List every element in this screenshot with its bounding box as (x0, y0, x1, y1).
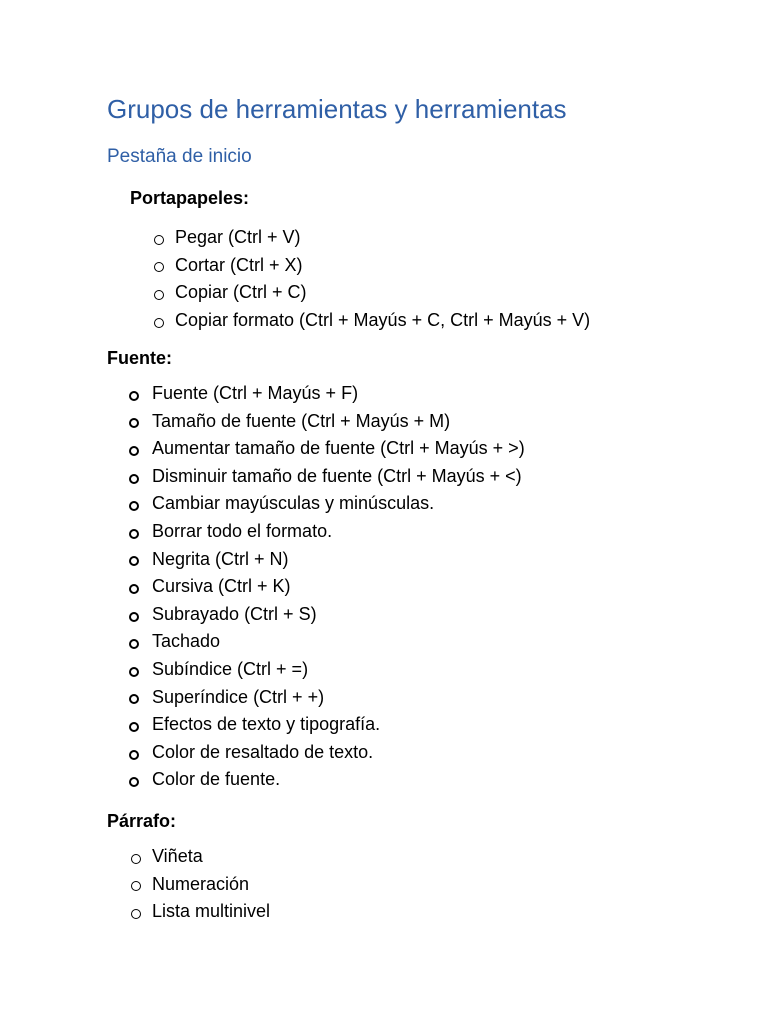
list-item: Disminuir tamaño de fuente (Ctrl + Mayús + <) (152, 463, 525, 491)
section-heading-fuente: Fuente: (107, 348, 172, 368)
list-item: Color de fuente. (152, 766, 525, 794)
hollow-circle-bullet-icon (131, 854, 141, 864)
list-item: Cambiar mayúsculas y minúsculas. (152, 490, 525, 518)
list-item: Lista multinivel (152, 898, 270, 926)
hollow-circle-bullet-icon (129, 556, 139, 566)
list-item: Copiar (Ctrl + C) (175, 279, 590, 307)
hollow-circle-bullet-icon (154, 290, 164, 300)
hollow-circle-bullet-icon (129, 694, 139, 704)
list-item: Superíndice (Ctrl + +) (152, 684, 525, 712)
list-item: Borrar todo el formato. (152, 518, 525, 546)
list-item: Subíndice (Ctrl + =) (152, 656, 525, 684)
hollow-circle-bullet-icon (129, 418, 139, 428)
list-portapapeles (175, 224, 590, 334)
hollow-circle-bullet-icon (129, 777, 139, 787)
hollow-circle-bullet-icon (154, 318, 164, 328)
hollow-circle-bullet-icon (129, 501, 139, 511)
page-title: Grupos de herramientas y herramientas (107, 94, 567, 124)
list-item: Cursiva (Ctrl + K) (152, 573, 525, 601)
hollow-circle-bullet-icon (131, 881, 141, 891)
hollow-circle-bullet-icon (129, 391, 139, 401)
hollow-circle-bullet-icon (129, 750, 139, 760)
list-item: Aumentar tamaño de fuente (Ctrl + Mayús + >) (152, 435, 525, 463)
list-item: Tachado (152, 628, 525, 656)
list-parrafo (152, 843, 270, 926)
hollow-circle-bullet-icon (129, 529, 139, 539)
hollow-circle-bullet-icon (129, 584, 139, 594)
list-item: Numeración (152, 871, 270, 899)
hollow-circle-bullet-icon (154, 235, 164, 245)
section-heading-parrafo: Párrafo: (107, 811, 177, 831)
section-heading-portapapeles: Portapapeles: (130, 188, 250, 208)
list-fuente (152, 380, 525, 794)
page-subtitle: Pestaña de inicio (107, 146, 252, 167)
list-item: Viñeta (152, 843, 270, 871)
hollow-circle-bullet-icon (129, 639, 139, 649)
list-item: Tamaño de fuente (Ctrl + Mayús + M) (152, 408, 525, 436)
hollow-circle-bullet-icon (131, 909, 141, 919)
hollow-circle-bullet-icon (129, 474, 139, 484)
list-item: Color de resaltado de texto. (152, 739, 525, 767)
hollow-circle-bullet-icon (129, 667, 139, 677)
hollow-circle-bullet-icon (129, 612, 139, 622)
list-item: Copiar formato (Ctrl + Mayús + C, Ctrl + Mayús + V) (175, 307, 590, 335)
list-item: Pegar (Ctrl + V) (175, 224, 590, 252)
hollow-circle-bullet-icon (129, 446, 139, 456)
hollow-circle-bullet-icon (154, 262, 164, 272)
hollow-circle-bullet-icon (129, 722, 139, 732)
list-item: Subrayado (Ctrl + S) (152, 601, 525, 629)
list-item: Negrita (Ctrl + N) (152, 546, 525, 574)
list-item: Efectos de texto y tipografía. (152, 711, 525, 739)
list-item: Cortar (Ctrl + X) (175, 252, 590, 280)
list-item: Fuente (Ctrl + Mayús + F) (152, 380, 525, 408)
